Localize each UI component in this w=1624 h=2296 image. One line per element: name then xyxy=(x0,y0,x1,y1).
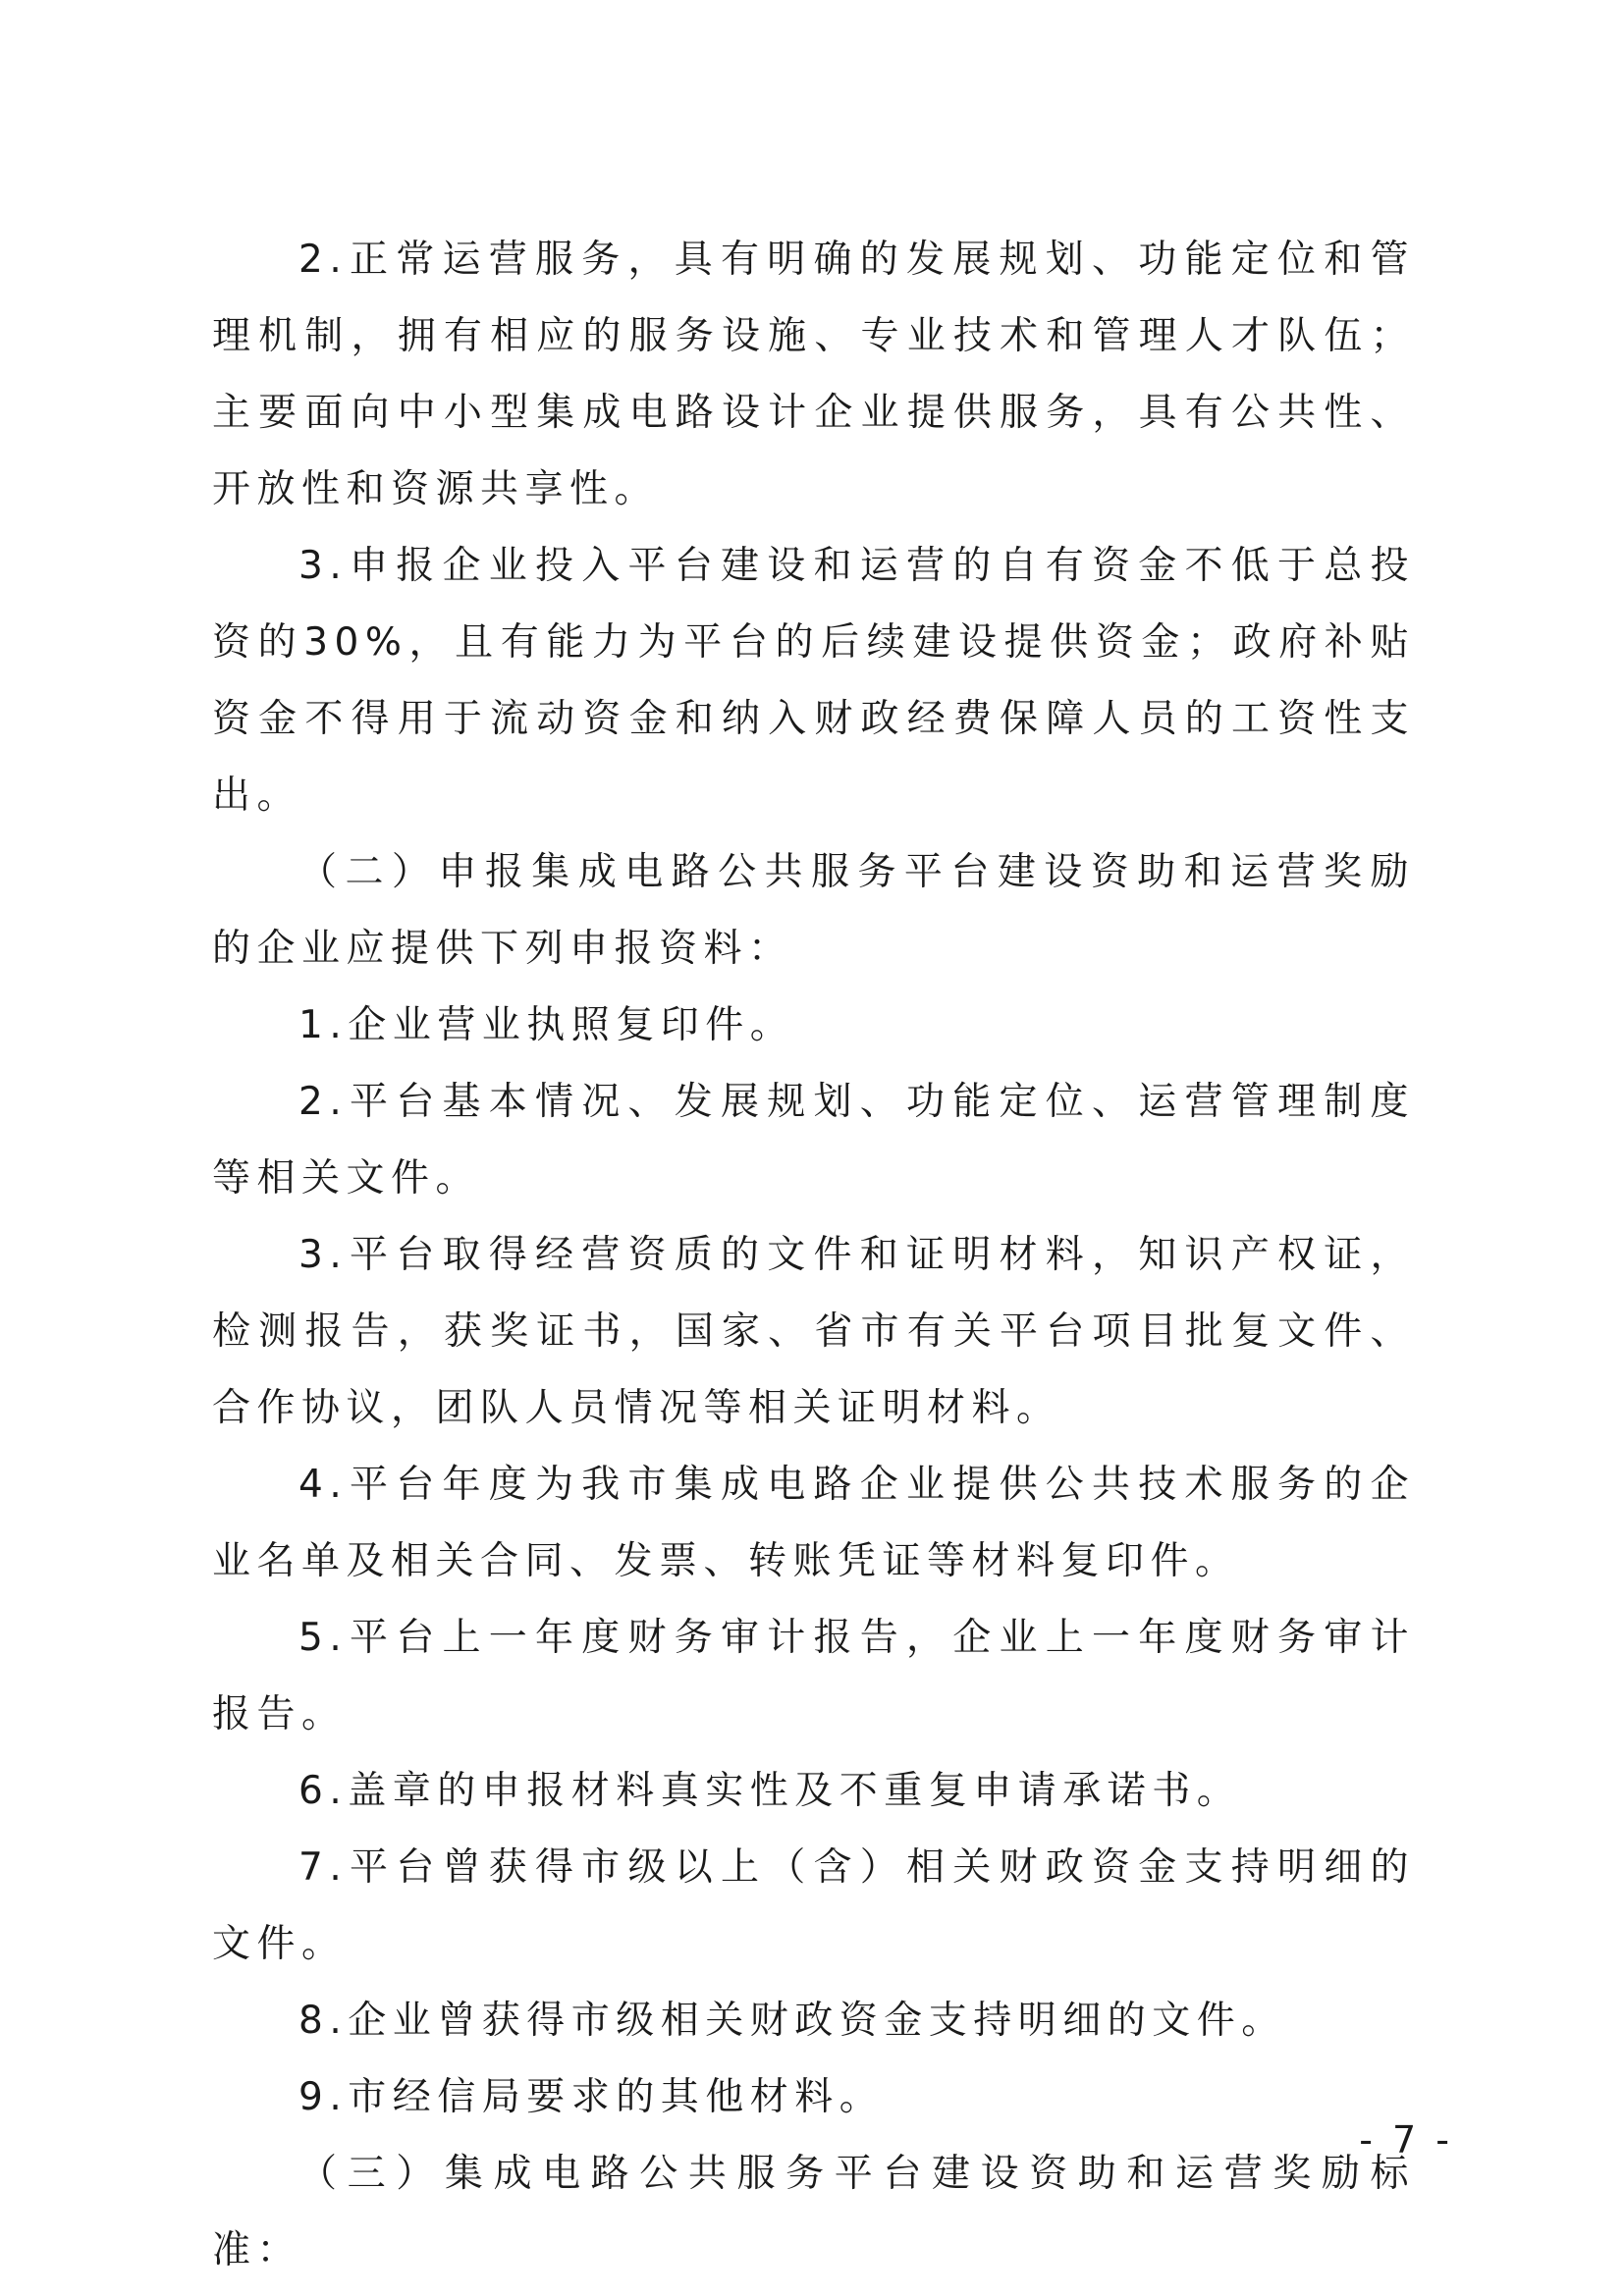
list-item-1: 1.企业营业执照复印件。 xyxy=(298,1003,795,1047)
document-body xyxy=(212,222,1415,2289)
section-heading-2: （二）申报集成电路公共服务平台建设资助和运营奖励的企业应提供下列申报资料： xyxy=(212,850,1415,971)
list-item-6: 6.盖章的申报材料真实性及不重复申请承诺书。 xyxy=(298,1769,1242,1813)
page-number: - 7 - xyxy=(1359,2118,1453,2162)
list-item-8: 8.企业曾获得市级相关财政资金支持明细的文件。 xyxy=(298,1999,1286,2043)
list-item-3: 3.平台取得经营资质的文件和证明材料，知识产权证，检测报告，获奖证书，国家、省市有关平台项目批复文件、合作协议，团队人员情况等相关证明材料。 xyxy=(212,1233,1415,1430)
list-item-5: 5.平台上一年度财务审计报告，企业上一年度财务审计报告。 xyxy=(212,1616,1415,1736)
list-item-7: 7.平台曾获得市级以上（含）相关财政资金支持明细的文件。 xyxy=(212,1845,1415,1966)
list-item-4: 4.平台年度为我市集成电路企业提供公共技术服务的企业名单及相关合同、发票、转账凭证等材料复印件。 xyxy=(212,1463,1415,1583)
list-item-9: 9.市经信局要求的其他材料。 xyxy=(298,2075,885,2119)
list-item-2: 2.平台基本情况、发展规划、功能定位、运营管理制度等相关文件。 xyxy=(212,1080,1415,1201)
paragraph-item-2-operations: 2.正常运营服务，具有明确的发展规划、功能定位和管理机制，拥有相应的服务设施、专业技术和管理人才队伍；主要面向中小型集成电路设计企业提供服务，具有公共性、开放性和资源共享性。 xyxy=(212,238,1415,511)
section-heading-3: （三）集成电路公共服务平台建设资助和运营奖励标准： xyxy=(212,2152,1415,2272)
paragraph-item-3-funding: 3.申报企业投入平台建设和运营的自有资金不低于总投资的30%，且有能力为平台的后续建设提供资金；政府补贴资金不得用于流动资金和纳入财政经费保障人员的工资性支出。 xyxy=(212,544,1415,818)
